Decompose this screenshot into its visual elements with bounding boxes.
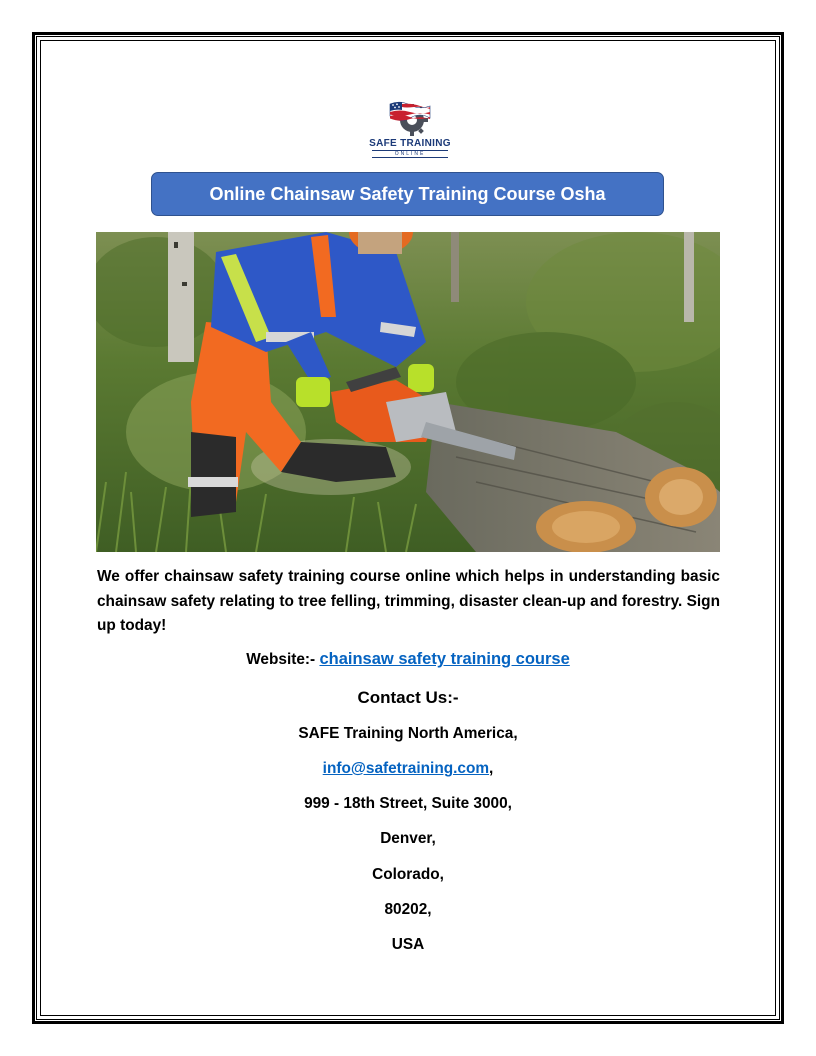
contact-street: 999 - 18th Street, Suite 3000, <box>304 795 512 812</box>
logo-subtitle: ONLINE <box>372 150 448 158</box>
email-suffix: , <box>489 760 494 777</box>
title-banner-text: Online Chainsaw Safety Training Course Osha <box>209 183 606 204</box>
contact-country: USA <box>391 936 425 953</box>
contact-email-line <box>96 760 720 778</box>
contact-city: Denver, <box>380 830 436 847</box>
safe-training-logo[interactable] <box>358 98 462 158</box>
title-banner <box>151 172 664 216</box>
email-link[interactable]: info@safetraining.com <box>322 760 490 777</box>
contact-heading: Contact Us:- <box>357 688 459 707</box>
contact-company: SAFE Training North America, <box>298 725 518 742</box>
description-paragraph: We offer chainsaw safety training course online which helps in understanding basic chainsaw safety relating to tree felling, trimming, disaster clean-up and forestry. Sign up today! <box>97 568 720 634</box>
contact-zip: 80202, <box>384 901 432 918</box>
flag-gear-icon <box>388 98 432 136</box>
website-label: Website:- <box>246 651 316 668</box>
photo-illustration <box>96 232 720 552</box>
worker-with-chainsaw-photo <box>96 232 720 552</box>
logo-title: SAFE TRAINING <box>369 138 451 149</box>
website-link[interactable]: chainsaw safety training course <box>319 650 570 668</box>
website-line <box>96 650 720 669</box>
contact-state: Colorado, <box>372 866 444 883</box>
